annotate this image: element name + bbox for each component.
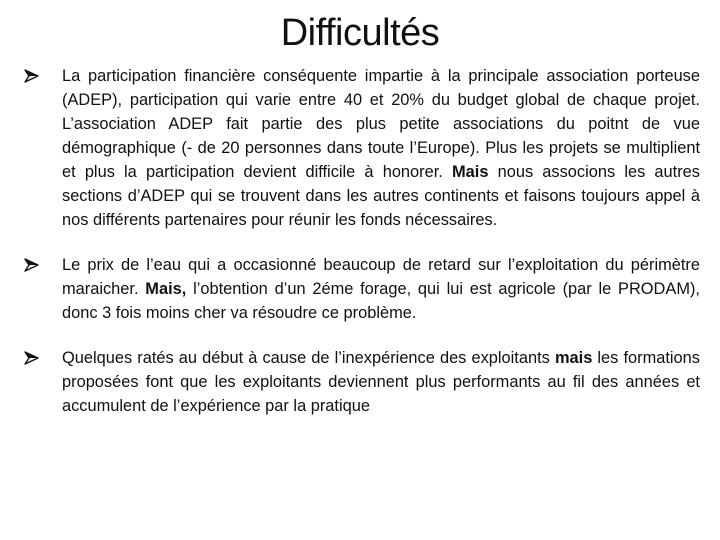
bullet-item	[24, 253, 700, 325]
slide-title: Difficultés	[280, 12, 440, 54]
bullet-text: La participation financière conséquente impartie à la principale association porteuse (ADEP), participation qui varie entre 40 et 20% du budget global de chaque projet. L’association ADEP fait partie des plus petite associations du poitnt de vue démographique (- de 20 personnes dans toute l’Europe). Plus les projets se multiplient et plus la participation devient difficile à honorer.	[62, 67, 700, 181]
bullet-text: Le prix de l’eau qui a occasionné beaucoup de retard sur l’exploitation du périmètre maraicher.	[62, 256, 700, 298]
bullet-text: les formations proposées font que les exploitants deviennent plus performants au fil des années et accumulent de l’expérience par la pratique	[62, 349, 700, 415]
bullet-list	[24, 64, 700, 418]
arrow-bullet-icon	[24, 253, 48, 277]
bullet-text: Quelques ratés au début à cause de l’inexpérience des exploitants	[62, 349, 555, 367]
bullet-text: l’obtention d’un 2éme forage, qui lui est agricole (par le PRODAM), donc 3 fois moins cher va résoudre ce problème.	[62, 280, 700, 322]
bold-text: mais	[554, 349, 593, 367]
arrow-bullet-icon	[24, 346, 48, 370]
bullet-text: nous associons les autres sections d’ADEP qui se trouvent dans les autres continents et faisons toujours appel à nos différents partenaires pour réunir les fonds nécessaires.	[62, 163, 700, 229]
bullet-item	[24, 64, 700, 232]
bold-text: Mais,	[145, 280, 187, 298]
bold-text: Mais	[452, 163, 489, 181]
bullet-item	[24, 346, 700, 418]
arrow-bullet-icon	[24, 64, 48, 88]
